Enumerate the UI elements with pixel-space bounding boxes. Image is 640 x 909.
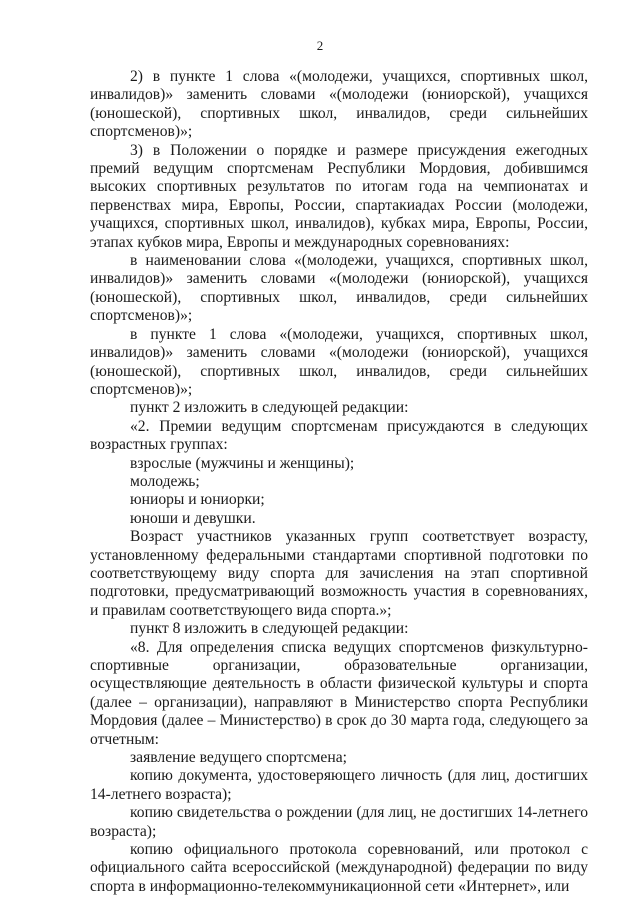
list-item-adults: взрослые (мужчины и женщины); bbox=[130, 454, 355, 472]
list-item-boys-girls: юноши и девушки. bbox=[130, 509, 256, 527]
list-item-juniors: юниоры и юниорки; bbox=[130, 491, 265, 509]
paragraph-point-8: «8. Для определения списка ведущих спортсменов физкультурно-спортивные организации, образовательные организации, осуществляющие деятельность в области физической культуры и спорта (далее – организации), направляют в Министерство спорта Республики Мордовия (далее – Министерство) в срок до 30 марта года, следующего за отчетным: bbox=[90, 638, 588, 748]
document-body bbox=[90, 68, 588, 896]
paragraph-point-2-intro: пункт 2 изложить в следующей редакции: bbox=[130, 399, 409, 417]
paragraph-title-amendment: в наименовании слова «(молодежи, учащихся, спортивных школ, инвалидов)» заменить словами «(молодежи (юниорской), учащихся (юношеской), спортивных школ, инвалидов, среди сильнейших спортсменов)»; bbox=[90, 252, 588, 325]
paragraph-age-criteria: Возраст участников указанных групп соответствует возрасту, установленному федеральными стандартами спортивной подготовки по соответствующему виду спорта для зачисления на этап спортивной подготовки, предусматривающий возможность участия в соревнованиях, и правилам соответствующего вида спорта.»; bbox=[90, 528, 588, 619]
paragraph-point-8-intro: пункт 8 изложить в следующей редакции: bbox=[130, 620, 409, 638]
paragraph-point-1-amendment: в пункте 1 слова «(молодежи, учащихся, спортивных школ, инвалидов)» заменить словами «(молодежи (юниорской), учащихся (юношеской), спортивных школ, инвалидов, среди сильнейших спортсменов)»; bbox=[90, 325, 588, 398]
paragraph-item-2: 2) в пункте 1 слова «(молодежи, учащихся, спортивных школ, инвалидов)» заменить словами «(молодежи (юниорской), учащихся (юношеской), спортивных школ, инвалидов, среди сильнейших спортсменов)»; bbox=[90, 68, 588, 141]
list-item-youth: молодежь; bbox=[130, 472, 200, 490]
list-item-birth-certificate: копию свидетельства о рождении (для лиц, не достигших 14-летнего возраста); bbox=[90, 804, 588, 840]
list-item-application: заявление ведущего спортсмена; bbox=[130, 749, 347, 767]
list-item-id-copy: копию документа, удостоверяющего личность (для лиц, достигших 14-летнего возраста); bbox=[90, 767, 588, 803]
paragraph-age-groups: «2. Премии ведущим спортсменам присуждаются в следующих возрастных группах: bbox=[90, 417, 588, 454]
page-number: 2 bbox=[316, 38, 324, 53]
list-item-protocol-copy: копию официального протокола соревнований, или протокол с официального сайта всероссийской (международной) федерации по виду спорта в информационно-телекоммуникационной сети «Интернет», или bbox=[90, 841, 588, 895]
paragraph-item-3-regulation: 3) в Положении о порядке и размере присуждения ежегодных премий ведущим спортсменам Республики Мордовия, добившимся высоких спортивных результатов по итогам года на чемпионатах и первенствах мира, Европы, России, спартакиадах России (молодежи, учащихся, спортивных школ, инвалидов), кубках мира, Европы, России, этапах кубков мира, Европы и международных соревнованиях: bbox=[90, 141, 588, 251]
